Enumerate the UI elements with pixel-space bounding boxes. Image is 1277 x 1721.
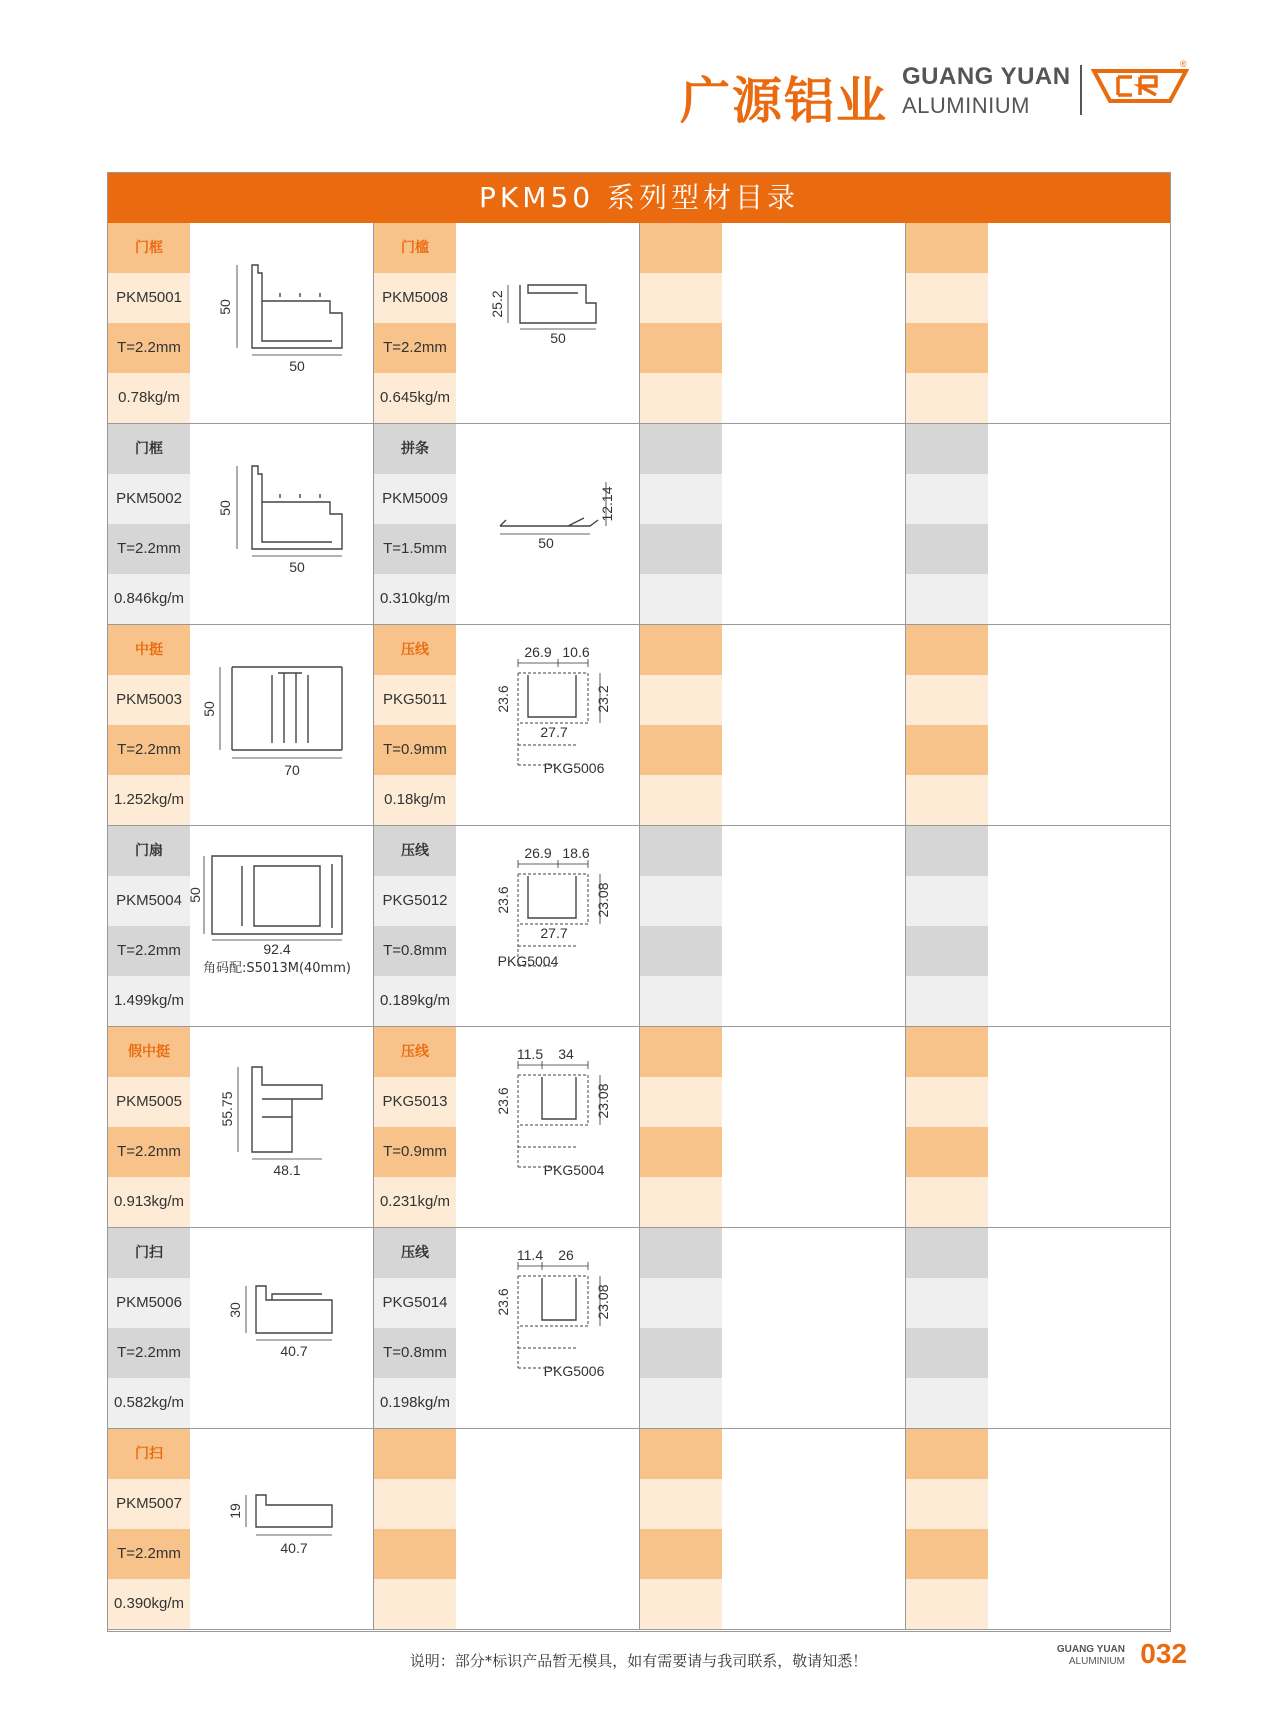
- profile-code: PKM5001: [108, 273, 190, 323]
- profile-name: 压线: [374, 1228, 456, 1278]
- dimension-label: 50: [538, 535, 554, 551]
- profile-drawing: [187, 826, 372, 1026]
- profile-cell: [640, 223, 906, 423]
- profile-name: [640, 1429, 722, 1479]
- profile-weight: 0.18kg/m: [374, 775, 456, 825]
- profile-code: [640, 1077, 722, 1127]
- profile-thickness: [640, 323, 722, 373]
- profile-drawing: [192, 625, 372, 825]
- profile-thickness: T=0.8mm: [374, 1328, 456, 1378]
- profile-note: 角码配:S5013M(40mm): [203, 961, 351, 976]
- profile-cell: [906, 424, 1172, 624]
- profile-name: 拼条: [374, 424, 456, 474]
- profile-thickness: [374, 1529, 456, 1579]
- profile-thickness: [906, 926, 988, 976]
- profile-thickness: [906, 1328, 988, 1378]
- profile-drawing-area: [458, 1027, 638, 1227]
- profile-code: PKM5009: [374, 474, 456, 524]
- profile-thickness: [640, 1328, 722, 1378]
- profile-cell: [108, 826, 374, 1026]
- profile-cell: [374, 826, 640, 1026]
- dimension-label: 50: [217, 299, 233, 315]
- profile-drawing: [192, 1228, 372, 1428]
- profile-weight: [640, 976, 722, 1026]
- profile-drawing: [458, 1027, 638, 1227]
- profile-code: [640, 273, 722, 323]
- profile-drawing: [458, 625, 638, 825]
- profile-cell: [640, 625, 906, 825]
- dimension-label: 27.7: [540, 724, 568, 740]
- profile-code: PKM5002: [108, 474, 190, 524]
- profile-weight: 0.645kg/m: [374, 373, 456, 423]
- profile-code: PKG5011: [374, 675, 456, 725]
- profile-drawing-area: [192, 625, 372, 825]
- dimension-label: 27.7: [540, 925, 568, 941]
- profile-name: [906, 1027, 988, 1077]
- profile-weight: [906, 1378, 988, 1428]
- profile-weight: [640, 574, 722, 624]
- dimension-label: 34: [558, 1046, 574, 1062]
- catalog-row: [108, 826, 1170, 1027]
- dimension-label: 70: [284, 762, 300, 778]
- footer-brand: [1037, 1638, 1187, 1678]
- profile-weight: [640, 1177, 722, 1227]
- profile-weight: 0.198kg/m: [374, 1378, 456, 1428]
- footer-brand-en-sub: ALUMINIUM: [1068, 1656, 1125, 1667]
- profile-drawing-area: [187, 826, 372, 1026]
- brand-name-en: GUANG YUAN: [902, 63, 1071, 90]
- profile-thickness: T=2.2mm: [108, 1328, 190, 1378]
- dimension-label: 26: [558, 1247, 574, 1263]
- profile-weight: [906, 574, 988, 624]
- dimension-label: 10.6: [562, 644, 590, 660]
- catalog-row: [108, 1027, 1170, 1228]
- profile-name: [640, 424, 722, 474]
- profile-thickness: T=2.2mm: [108, 725, 190, 775]
- profile-code: [640, 1278, 722, 1328]
- profile-code: PKG5014: [374, 1278, 456, 1328]
- profile-drawing-area: [192, 1228, 372, 1428]
- dimension-label: 25.2: [489, 290, 505, 318]
- profile-code: [906, 675, 988, 725]
- profile-code: [640, 474, 722, 524]
- profile-drawing: [192, 1027, 372, 1227]
- profile-code: PKM5003: [108, 675, 190, 725]
- profile-cell: [374, 1027, 640, 1227]
- footer-note: 说明：部分*标识产品暂无模具，如有需要请与我司联系，敬请知悉！: [409, 1652, 868, 1670]
- profile-name: [640, 625, 722, 675]
- profile-cell: [906, 826, 1172, 1026]
- profile-thickness: T=0.8mm: [374, 926, 456, 976]
- brand-logo-icon: [1090, 57, 1190, 117]
- profile-cell: [108, 1027, 374, 1227]
- profile-name: [906, 625, 988, 675]
- profile-cell: [108, 1429, 374, 1629]
- profile-drawing: [458, 826, 638, 1026]
- profile-name: 门框: [108, 223, 190, 273]
- profile-name: [640, 1228, 722, 1278]
- catalog-table: [107, 172, 1171, 1632]
- profile-drawing: [458, 1228, 638, 1428]
- catalog-row: [108, 1228, 1170, 1429]
- profile-name: 压线: [374, 1027, 456, 1077]
- brand-name-cn: 广源铝业: [680, 72, 888, 130]
- dimension-label: 50: [550, 330, 566, 346]
- profile-weight: 0.231kg/m: [374, 1177, 456, 1227]
- profile-drawing: [192, 424, 372, 624]
- brand-divider: [1080, 65, 1082, 115]
- profile-cell: [374, 1228, 640, 1428]
- profile-name: 门扫: [108, 1429, 190, 1479]
- profile-cell: [906, 1228, 1172, 1428]
- profile-name: [640, 826, 722, 876]
- profile-thickness: T=2.2mm: [108, 1127, 190, 1177]
- profile-weight: [906, 775, 988, 825]
- profile-weight: 0.913kg/m: [108, 1177, 190, 1227]
- dimension-label: 18.6: [562, 845, 590, 861]
- profile-weight: [640, 1378, 722, 1428]
- profile-drawing-area: [458, 826, 638, 1026]
- profile-code: [906, 876, 988, 926]
- profile-thickness: [906, 725, 988, 775]
- dimension-label: 23.6: [495, 886, 511, 914]
- profile-name: 门扇: [108, 826, 190, 876]
- profile-weight: [906, 976, 988, 1026]
- profile-name: 压线: [374, 826, 456, 876]
- profile-thickness: [906, 1529, 988, 1579]
- profile-code: [374, 1479, 456, 1529]
- profile-name: 假中挺: [108, 1027, 190, 1077]
- profile-weight: 0.390kg/m: [108, 1579, 190, 1629]
- profile-name: [906, 826, 988, 876]
- profile-name: [640, 1027, 722, 1077]
- profile-thickness: T=0.9mm: [374, 725, 456, 775]
- profile-cell: [640, 1027, 906, 1227]
- profile-drawing-area: [192, 1429, 372, 1629]
- profile-cell: [108, 424, 374, 624]
- profile-thickness: [640, 1127, 722, 1177]
- dimension-label: 23.6: [495, 685, 511, 713]
- profile-name: [906, 223, 988, 273]
- profile-cell: [108, 1228, 374, 1428]
- dimension-label: 19: [227, 1503, 243, 1519]
- profile-thickness: [640, 926, 722, 976]
- profile-drawing: [192, 223, 372, 423]
- dimension-label: 50: [217, 500, 233, 516]
- profile-drawing: [458, 223, 638, 423]
- dimension-label: 55.75: [219, 1091, 235, 1127]
- dimension-label: 11.4: [516, 1247, 544, 1263]
- dimension-label: 12.14: [599, 486, 615, 522]
- profile-name: [906, 1228, 988, 1278]
- profile-cell: [906, 223, 1172, 423]
- brand-header: [680, 55, 1200, 130]
- dimension-label: 50: [289, 559, 305, 575]
- profile-code: [906, 1278, 988, 1328]
- profile-cell: [374, 223, 640, 423]
- profile-drawing-area: [192, 424, 372, 624]
- catalog-title: PKM50 系列型材目录: [108, 173, 1170, 223]
- profile-cell: [906, 625, 1172, 825]
- profile-code: PKM5008: [374, 273, 456, 323]
- profile-code: [906, 1479, 988, 1529]
- dimension-label: 23.2: [595, 685, 611, 713]
- profile-drawing: [458, 424, 638, 624]
- profile-thickness: [906, 323, 988, 373]
- profile-cell: [374, 424, 640, 624]
- reference-label: PKG5006: [543, 1363, 605, 1379]
- profile-cell: [374, 1429, 640, 1629]
- profile-code: PKM5004: [108, 876, 190, 926]
- profile-cell: [640, 1228, 906, 1428]
- catalog-row: [108, 223, 1170, 424]
- footer-brand-en: GUANG YUAN: [1056, 1644, 1125, 1655]
- profile-cell: [374, 625, 640, 825]
- profile-code: PKG5013: [374, 1077, 456, 1127]
- profile-name: [906, 1429, 988, 1479]
- reference-label: PKG5006: [543, 760, 605, 776]
- profile-thickness: T=2.2mm: [374, 323, 456, 373]
- profile-thickness: T=1.5mm: [374, 524, 456, 574]
- brand-name-en-sub: ALUMINIUM: [902, 93, 1030, 118]
- profile-cell: [906, 1429, 1172, 1629]
- profile-name: 门框: [108, 424, 190, 474]
- profile-drawing-area: [458, 223, 638, 423]
- dimension-label: 23.08: [595, 1083, 611, 1119]
- dimension-label: 50: [289, 358, 305, 374]
- profile-name: [906, 424, 988, 474]
- profile-code: [640, 675, 722, 725]
- profile-weight: [640, 373, 722, 423]
- dimension-label: 23.08: [595, 882, 611, 918]
- dimension-label: 26.9: [524, 644, 552, 660]
- profile-drawing-area: [458, 625, 638, 825]
- dimension-label: 11.5: [516, 1046, 544, 1062]
- dimension-label: 48.1: [273, 1162, 301, 1178]
- profile-drawing-area: [458, 1228, 638, 1428]
- profile-code: [640, 1479, 722, 1529]
- profile-drawing-area: [192, 223, 372, 423]
- dimension-label: 40.7: [280, 1540, 308, 1556]
- profile-thickness: [906, 524, 988, 574]
- profile-name: 压线: [374, 625, 456, 675]
- profile-cell: [108, 223, 374, 423]
- profile-weight: 1.252kg/m: [108, 775, 190, 825]
- profile-code: PKM5006: [108, 1278, 190, 1328]
- profile-name: [640, 223, 722, 273]
- profile-name: [374, 1429, 456, 1479]
- profile-thickness: T=2.2mm: [108, 926, 190, 976]
- profile-name: 门槛: [374, 223, 456, 273]
- profile-weight: 0.310kg/m: [374, 574, 456, 624]
- profile-code: PKG5012: [374, 876, 456, 926]
- profile-drawing-area: [458, 424, 638, 624]
- profile-weight: [906, 1579, 988, 1629]
- profile-cell: [906, 1027, 1172, 1227]
- profile-thickness: [906, 1127, 988, 1177]
- profile-thickness: [640, 725, 722, 775]
- profile-code: [906, 474, 988, 524]
- dimension-label: 92.4: [263, 941, 291, 957]
- profile-weight: 0.78kg/m: [108, 373, 190, 423]
- profile-code: [640, 876, 722, 926]
- registered-mark: ®: [1180, 59, 1187, 69]
- profile-thickness: T=0.9mm: [374, 1127, 456, 1177]
- profile-drawing-area: [192, 1027, 372, 1227]
- profile-weight: [640, 1579, 722, 1629]
- profile-weight: [640, 775, 722, 825]
- profile-cell: [640, 1429, 906, 1629]
- profile-code: PKM5005: [108, 1077, 190, 1127]
- dimension-label: 23.08: [595, 1284, 611, 1320]
- profile-name: 门扫: [108, 1228, 190, 1278]
- dimension-label: 30: [227, 1302, 243, 1318]
- catalog-row: [108, 424, 1170, 625]
- profile-cell: [108, 625, 374, 825]
- profile-weight: 0.846kg/m: [108, 574, 190, 624]
- profile-weight: 1.499kg/m: [108, 976, 190, 1026]
- profile-thickness: [640, 524, 722, 574]
- catalog-row: [108, 625, 1170, 826]
- profile-name: 中挺: [108, 625, 190, 675]
- profile-thickness: T=2.2mm: [108, 1529, 190, 1579]
- profile-weight: [906, 1177, 988, 1227]
- dimension-label: 23.6: [495, 1087, 511, 1115]
- profile-cell: [640, 826, 906, 1026]
- profile-weight: [906, 373, 988, 423]
- page-number: 032: [1140, 1638, 1187, 1669]
- reference-label: PKG5004: [497, 953, 559, 969]
- profile-weight: [374, 1579, 456, 1629]
- dimension-label: 26.9: [524, 845, 552, 861]
- dimension-label: 40.7: [280, 1343, 308, 1359]
- profile-code: PKM5007: [108, 1479, 190, 1529]
- profile-thickness: [640, 1529, 722, 1579]
- catalog-row: [108, 1429, 1170, 1630]
- dimension-label: 50: [187, 887, 203, 903]
- profile-drawing: [192, 1429, 372, 1629]
- profile-thickness: T=2.2mm: [108, 323, 190, 373]
- profile-code: [906, 273, 988, 323]
- profile-weight: 0.189kg/m: [374, 976, 456, 1026]
- profile-thickness: T=2.2mm: [108, 524, 190, 574]
- profile-weight: 0.582kg/m: [108, 1378, 190, 1428]
- profile-code: [906, 1077, 988, 1127]
- profile-cell: [640, 424, 906, 624]
- reference-label: PKG5004: [543, 1162, 605, 1178]
- dimension-label: 23.6: [495, 1288, 511, 1316]
- dimension-label: 50: [201, 701, 217, 717]
